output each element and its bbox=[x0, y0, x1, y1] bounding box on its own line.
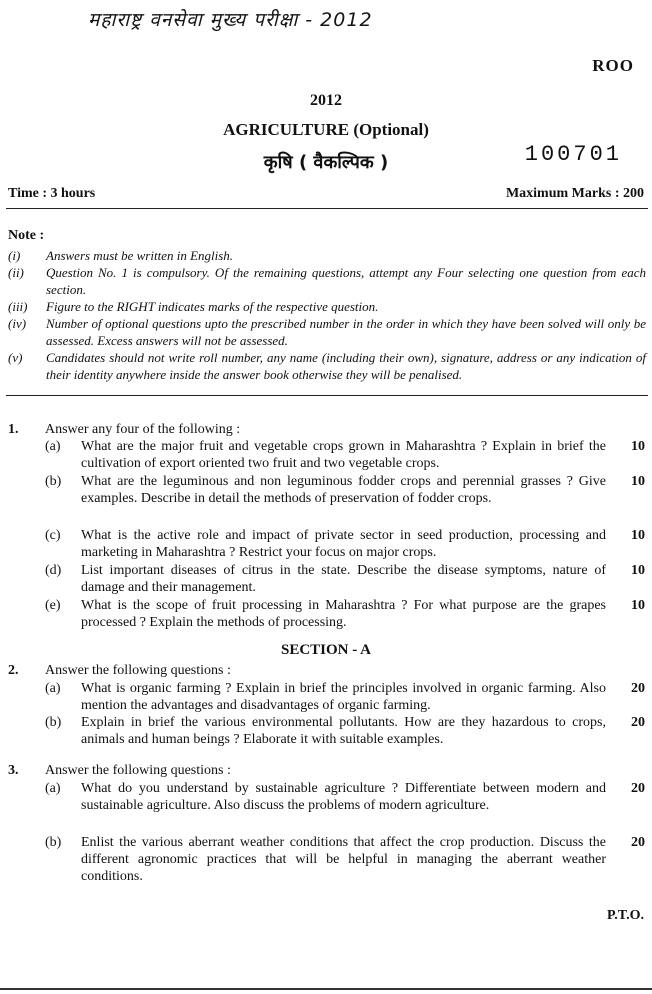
question-number: 3. bbox=[8, 763, 19, 778]
part-marks: 10 bbox=[631, 439, 645, 454]
note-text: Candidates should not write roll number, any name (including their own), signature, address or any indication of their identity anywhere inside the answer book otherwise they will be penalised. bbox=[46, 350, 646, 382]
note-item bbox=[8, 298, 646, 315]
part-marks: 10 bbox=[631, 598, 645, 613]
part-marks: 10 bbox=[631, 528, 645, 543]
part-text: What is the active role and impact of private sector in seed production, processing and marketing in Maharashtra ? Restrict your focus on major crops. bbox=[81, 528, 606, 560]
serial-number: 100701 bbox=[524, 142, 622, 167]
part-label: (a) bbox=[45, 681, 61, 696]
question-text: Answer any four of the following : bbox=[45, 422, 241, 437]
part-marks: 10 bbox=[631, 474, 645, 489]
part-label: (a) bbox=[45, 781, 61, 796]
divider bbox=[6, 395, 648, 396]
maximum-marks: Maximum Marks : 200 bbox=[505, 186, 644, 201]
question-text: Answer the following questions : bbox=[45, 663, 231, 678]
part-text: What are the major fruit and vegetable crops grown in Maharashtra ? Explain in brief the cultivation of export oriented two fruit and two vegetable crops. bbox=[81, 439, 606, 471]
note-number: (ii) bbox=[8, 265, 24, 280]
part-label: (d) bbox=[45, 563, 62, 578]
note-text: Number of optional questions upto the prescribed number in the order in which they have been solved will only be assessed. Excess answers will not be assessed. bbox=[46, 316, 646, 348]
time-allowed: Time : 3 hours bbox=[8, 186, 96, 201]
note-text: Question No. 1 is compulsory. Of the remaining questions, attempt any Four selecting one question from each section. bbox=[46, 265, 646, 297]
part-label: (b) bbox=[45, 835, 62, 850]
question-text: Answer the following questions : bbox=[45, 763, 231, 778]
exam-year: 2012 bbox=[310, 92, 342, 109]
note-item bbox=[8, 315, 646, 349]
part-label: (b) bbox=[45, 474, 62, 489]
part-marks: 20 bbox=[631, 781, 645, 796]
part-text: What is the scope of fruit processing in Maharashtra ? For what purpose are the grapes processed ? Explain the methods of processing. bbox=[81, 598, 606, 630]
note-text: Figure to the RIGHT indicates marks of the respective question. bbox=[46, 299, 379, 314]
part-marks: 20 bbox=[631, 835, 645, 850]
question-2 bbox=[8, 662, 646, 679]
note-item bbox=[8, 247, 646, 264]
part-marks: 20 bbox=[631, 715, 645, 730]
part-text: List important diseases of citrus in the state. Describe the disease symptoms, nature of damage and their management. bbox=[81, 563, 606, 595]
question-number: 2. bbox=[8, 663, 19, 678]
subject-title-hindi: कृषि ( वैकल्पिक ) bbox=[263, 152, 389, 173]
note-text: Answers must be written in English. bbox=[46, 248, 234, 263]
part-text: Explain in brief the various environmental pollutants. How are they hazardous to crops, animals and human beings ? Elaborate it with suitable examples. bbox=[81, 715, 606, 747]
part-label: (a) bbox=[45, 439, 61, 454]
note-heading: Note : bbox=[8, 228, 45, 243]
subject-title: AGRICULTURE (Optional) bbox=[223, 120, 429, 139]
bottom-border bbox=[0, 988, 652, 990]
part-text: What are the leguminous and non leguminous fodder crops and perennial grasses ? Give examples. Describe in detail the methods of preservation of fodder crops. bbox=[81, 474, 606, 506]
pto-label: P.T.O. bbox=[607, 908, 644, 923]
part-marks: 10 bbox=[631, 563, 645, 578]
note-item bbox=[8, 264, 646, 298]
part-text: What is organic farming ? Explain in brief the principles involved in organic farming. Also mention the advantages and disadvantages of organic farming. bbox=[81, 681, 606, 713]
question-3 bbox=[8, 762, 646, 779]
part-text: Enlist the various aberrant weather conditions that affect the crop production. Discuss the different agronomic practices that will be helpful in managing the aberrant weather conditions. bbox=[81, 835, 606, 884]
part-label: (e) bbox=[45, 598, 61, 613]
divider bbox=[6, 208, 648, 209]
question-number: 1. bbox=[8, 422, 19, 437]
part-text: What do you understand by sustainable agriculture ? Differentiate between modern and sustainable agriculture. Also discuss the problems of modern agriculture. bbox=[81, 781, 606, 813]
question-1 bbox=[8, 421, 646, 438]
part-label: (c) bbox=[45, 528, 61, 543]
note-item bbox=[8, 349, 646, 383]
note-number: (iv) bbox=[8, 316, 27, 331]
paper-code: ROO bbox=[592, 56, 634, 75]
note-number: (i) bbox=[8, 248, 21, 263]
note-number: (iii) bbox=[8, 299, 28, 314]
note-number: (v) bbox=[8, 350, 23, 365]
part-label: (b) bbox=[45, 715, 62, 730]
handwritten-header: महाराष्ट्र वनसेवा मुख्य परीक्षा - 2012 bbox=[88, 9, 373, 31]
section-heading: SECTION - A bbox=[280, 642, 372, 658]
part-marks: 20 bbox=[631, 681, 645, 696]
